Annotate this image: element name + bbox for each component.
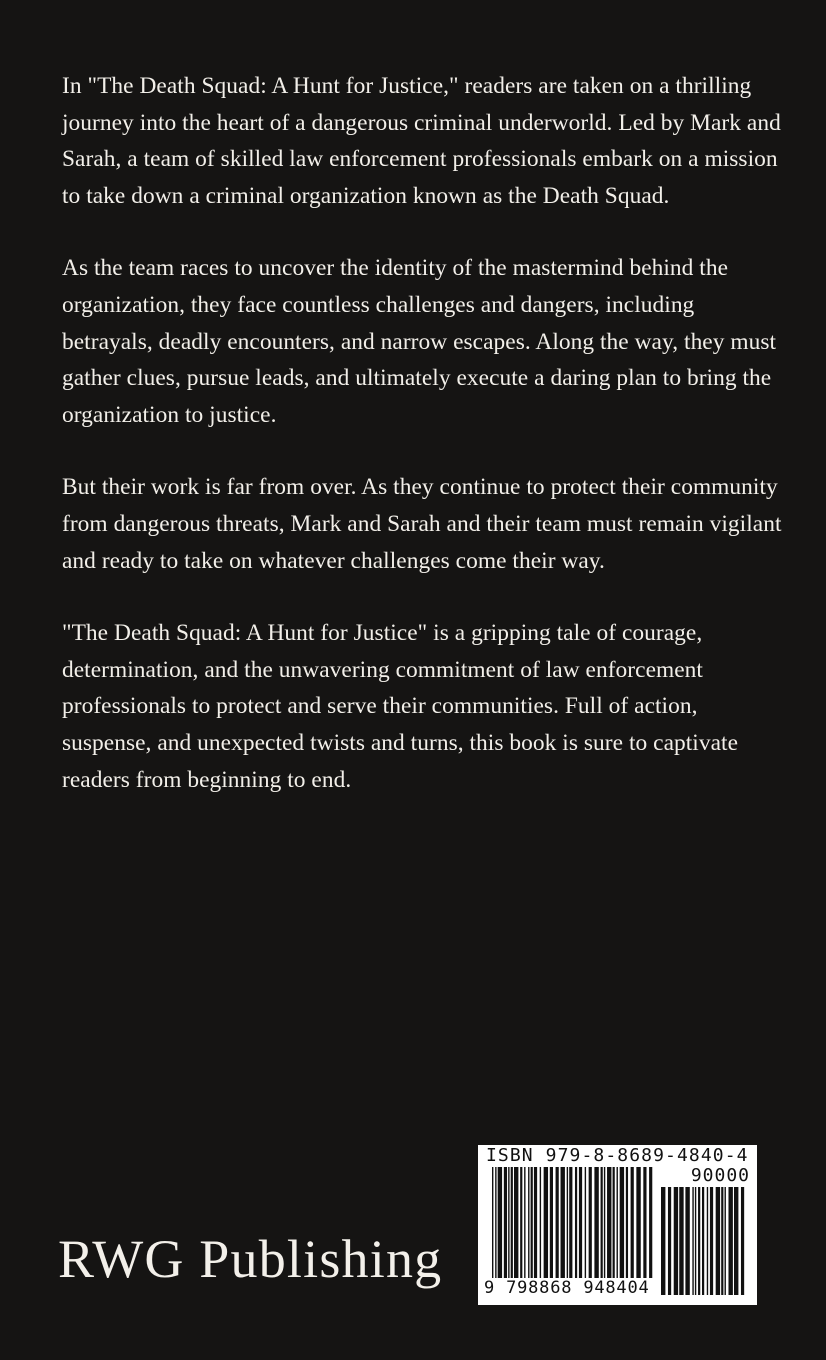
barcode-bar: [643, 1167, 646, 1295]
price-addon-label: 90000: [690, 1165, 750, 1186]
barcode-bar: [511, 1167, 513, 1295]
barcode-bar: [534, 1167, 537, 1295]
ean-number: 9 798868 948404: [480, 1278, 654, 1298]
barcode-bar: [556, 1167, 559, 1295]
barcode-bar: [550, 1167, 553, 1295]
barcode-bar: [589, 1167, 592, 1295]
barcode-bar: [692, 1187, 693, 1295]
barcode-bar: [661, 1187, 665, 1295]
barcode-bar: [707, 1187, 708, 1295]
barcode-bar: [631, 1167, 634, 1295]
isbn-label: ISBN 979-8-8689-4840-4: [486, 1145, 749, 1166]
barcode-bar: [679, 1187, 683, 1295]
barcode-bar: [528, 1167, 529, 1295]
barcode-bar: [495, 1167, 496, 1295]
publisher-name: RWG Publishing: [58, 1229, 443, 1289]
barcode-bar: [585, 1167, 586, 1295]
barcode-bar: [721, 1187, 723, 1295]
barcode-bar: [695, 1187, 696, 1295]
back-cover-blurb: [62, 68, 782, 834]
barcode-bar: [601, 1167, 603, 1295]
barcode-bar: [668, 1187, 671, 1295]
barcode-bar: [741, 1187, 744, 1295]
addon-barcode-bars: [661, 1187, 747, 1295]
barcode-bar: [607, 1167, 611, 1295]
barcode-bar: [531, 1167, 533, 1295]
barcode-bar: [498, 1167, 502, 1295]
barcode-bar: [569, 1167, 572, 1295]
barcode-bar: [514, 1167, 518, 1295]
barcode-bar: [575, 1167, 577, 1295]
barcode-bar: [698, 1187, 700, 1295]
barcode-bar: [492, 1167, 493, 1295]
barcode-bar: [594, 1167, 598, 1295]
barcode-bar: [567, 1167, 568, 1295]
barcode-bar: [604, 1167, 605, 1295]
barcode-bar: [702, 1187, 704, 1295]
barcode-bar: [504, 1167, 507, 1295]
barcode-bar: [734, 1187, 738, 1295]
barcode-bar: [520, 1167, 522, 1295]
barcode-bar: [544, 1167, 548, 1295]
barcode-bar: [617, 1167, 618, 1295]
barcode-bar: [685, 1187, 689, 1295]
barcode-bar: [613, 1167, 615, 1295]
blurb-paragraph: "The Death Squad: A Hunt for Justice" is a gripping tale of courage, determination, and the unwavering commitment of law enforcement professionals to protect and serve their communities. Full of action, suspense, and unexpected twists and turns, this book is sure to captivate readers from beginning to end.: [62, 620, 739, 793]
barcode-bar: [728, 1187, 732, 1295]
barcode-bar: [540, 1167, 541, 1295]
barcode-bar: [716, 1187, 720, 1295]
barcode-bar: [725, 1187, 726, 1295]
barcode-bar: [649, 1167, 652, 1295]
barcode-bar: [674, 1187, 678, 1295]
barcode-bar: [620, 1167, 624, 1295]
barcode-bar: [710, 1187, 713, 1295]
blurb-paragraph: In "The Death Squad: A Hunt for Justice," readers are taken on a thrilling journey into the heart of a dangerous criminal underworld. Led by Mark and Sarah, a team of skilled law enforcement professionals embark on a mission to take down a criminal organization known as the Death Squad.: [62, 73, 781, 209]
barcode-bar: [579, 1167, 582, 1295]
blurb-paragraph: As the team races to uncover the identity of the mastermind behind the organization, they face countless challenges and dangers, including betrayals, deadly encounters, and narrow escapes. Along the way, they must gather clues, pursue leads, and ultimately execute a daring plan to bring the organization to justice.: [62, 255, 777, 428]
barcode-bar: [524, 1167, 525, 1295]
barcode-bar: [508, 1167, 509, 1295]
barcode-bar: [626, 1167, 628, 1295]
barcode-bar: [561, 1167, 565, 1295]
blurb-paragraph: But their work is far from over. As they continue to protect their community from dangerous threats, Mark and Sarah and their team must remain vigilant and ready to take on whatever challenges come their way.: [62, 474, 782, 574]
isbn-barcode: [478, 1145, 757, 1305]
ean-barcode-bars: [492, 1167, 656, 1295]
barcode-bar: [636, 1167, 640, 1295]
